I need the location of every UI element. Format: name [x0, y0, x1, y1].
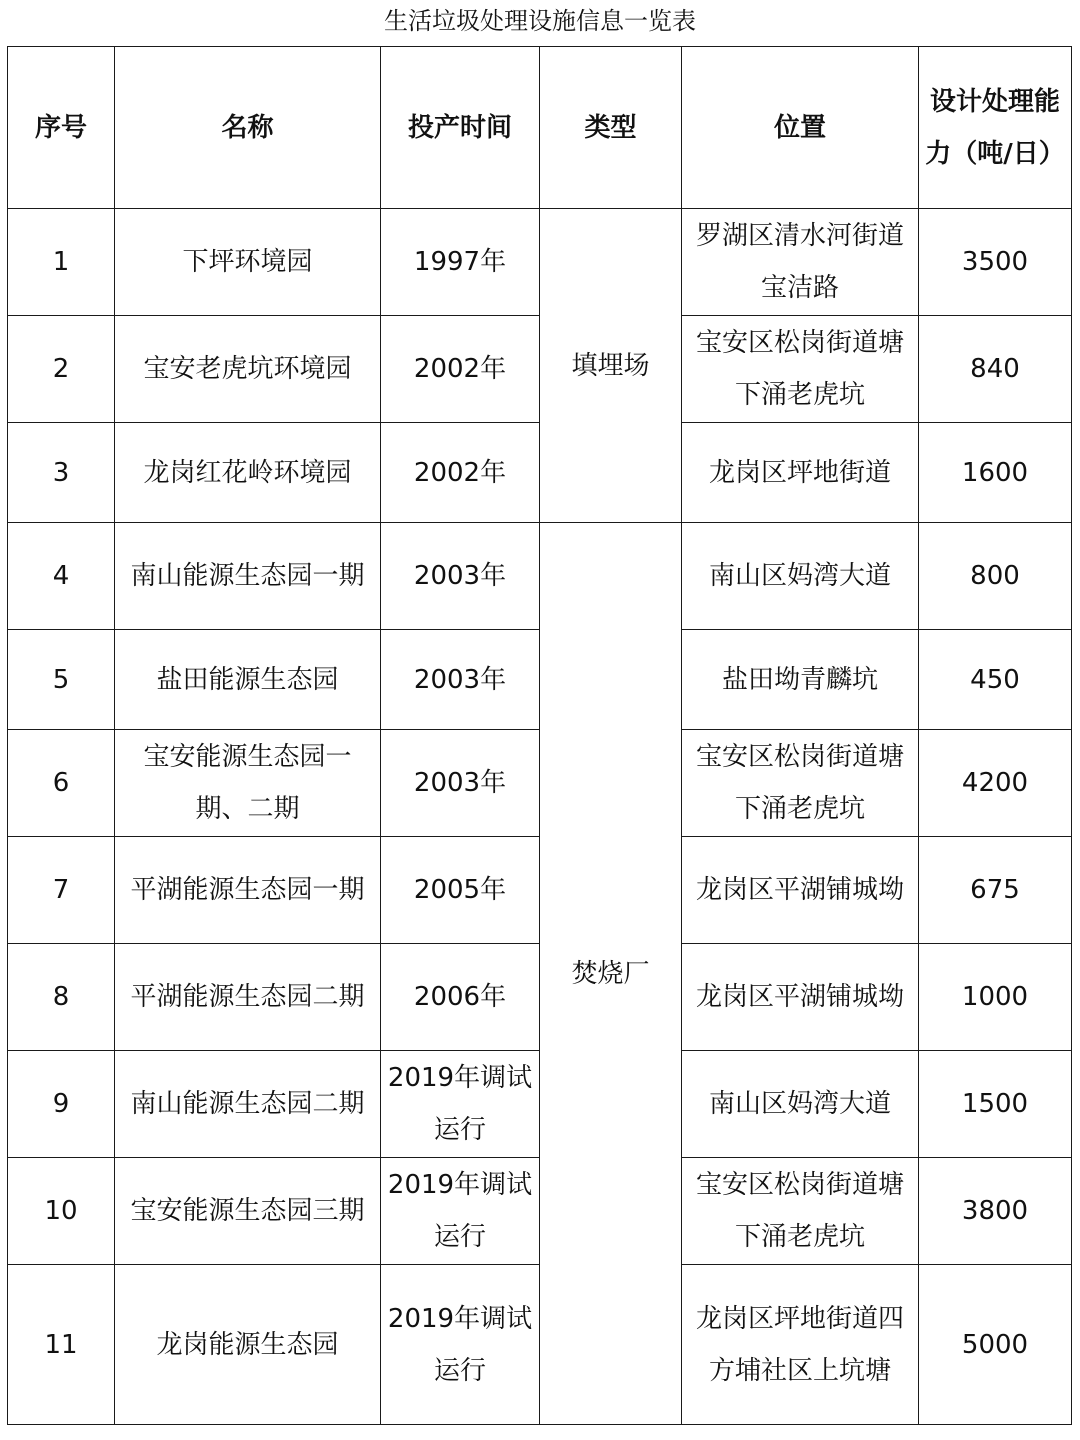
cell-location: 宝安区松岗街道塘下涌老虎坑: [682, 316, 919, 423]
header-seq: 序号: [8, 47, 115, 209]
table-row: [8, 523, 1072, 630]
cell-location: 龙岗区平湖铺城坳: [682, 944, 919, 1051]
cell-date: 2002年: [381, 423, 540, 523]
cell-date: 1997年: [381, 209, 540, 316]
cell-name: 龙岗能源生态园: [115, 1265, 381, 1425]
cell-seq: 10: [8, 1158, 115, 1265]
cell-date: 2019年调试运行: [381, 1158, 540, 1265]
header-type: 类型: [540, 47, 682, 209]
cell-type-landfill: 填埋场: [540, 209, 682, 523]
header-location: 位置: [682, 47, 919, 209]
cell-capacity: 1600: [919, 423, 1072, 523]
header-date: 投产时间: [381, 47, 540, 209]
header-name: 名称: [115, 47, 381, 209]
cell-capacity: 450: [919, 630, 1072, 730]
cell-location: 宝安区松岗街道塘下涌老虎坑: [682, 1158, 919, 1265]
cell-capacity: 1000: [919, 944, 1072, 1051]
cell-capacity: 840: [919, 316, 1072, 423]
cell-date: 2005年: [381, 837, 540, 944]
cell-name: 南山能源生态园二期: [115, 1051, 381, 1158]
cell-location: 南山区妈湾大道: [682, 523, 919, 630]
cell-name: 平湖能源生态园二期: [115, 944, 381, 1051]
cell-capacity: 800: [919, 523, 1072, 630]
cell-date: 2019年调试运行: [381, 1265, 540, 1425]
cell-name: 宝安能源生态园三期: [115, 1158, 381, 1265]
page-title: 生活垃圾处理设施信息一览表: [384, 7, 696, 35]
cell-date: 2003年: [381, 523, 540, 630]
cell-name: 平湖能源生态园一期: [115, 837, 381, 944]
cell-location: 南山区妈湾大道: [682, 1051, 919, 1158]
facility-table: [7, 46, 1072, 1425]
cell-date: 2002年: [381, 316, 540, 423]
cell-seq: 7: [8, 837, 115, 944]
cell-date: 2003年: [381, 730, 540, 837]
cell-seq: 11: [8, 1265, 115, 1425]
cell-location: 宝安区松岗街道塘下涌老虎坑: [682, 730, 919, 837]
cell-name: 宝安能源生态园一期、二期: [115, 730, 381, 837]
cell-location: 罗湖区清水河街道宝洁路: [682, 209, 919, 316]
cell-name: 南山能源生态园一期: [115, 523, 381, 630]
cell-capacity: 3500: [919, 209, 1072, 316]
cell-date: 2006年: [381, 944, 540, 1051]
cell-seq: 2: [8, 316, 115, 423]
cell-capacity: 1500: [919, 1051, 1072, 1158]
header-capacity: 设计处理能力（吨/日）: [919, 47, 1072, 209]
cell-capacity: 675: [919, 837, 1072, 944]
cell-name: 盐田能源生态园: [115, 630, 381, 730]
cell-type-incinerator: 焚烧厂: [540, 523, 682, 1425]
table-header-row: [8, 47, 1072, 209]
cell-name: 龙岗红花岭环境园: [115, 423, 381, 523]
cell-seq: 1: [8, 209, 115, 316]
cell-seq: 6: [8, 730, 115, 837]
cell-seq: 3: [8, 423, 115, 523]
cell-location: 龙岗区坪地街道: [682, 423, 919, 523]
cell-capacity: 5000: [919, 1265, 1072, 1425]
cell-location: 龙岗区坪地街道四方埔社区上坑塘: [682, 1265, 919, 1425]
cell-capacity: 3800: [919, 1158, 1072, 1265]
cell-date: 2019年调试运行: [381, 1051, 540, 1158]
cell-name: 宝安老虎坑环境园: [115, 316, 381, 423]
cell-capacity: 4200: [919, 730, 1072, 837]
cell-name: 下坪环境园: [115, 209, 381, 316]
cell-seq: 8: [8, 944, 115, 1051]
cell-date: 2003年: [381, 630, 540, 730]
cell-seq: 5: [8, 630, 115, 730]
cell-seq: 9: [8, 1051, 115, 1158]
cell-location: 龙岗区平湖铺城坳: [682, 837, 919, 944]
cell-seq: 4: [8, 523, 115, 630]
table-row: [8, 209, 1072, 316]
cell-location: 盐田坳青麟坑: [682, 630, 919, 730]
